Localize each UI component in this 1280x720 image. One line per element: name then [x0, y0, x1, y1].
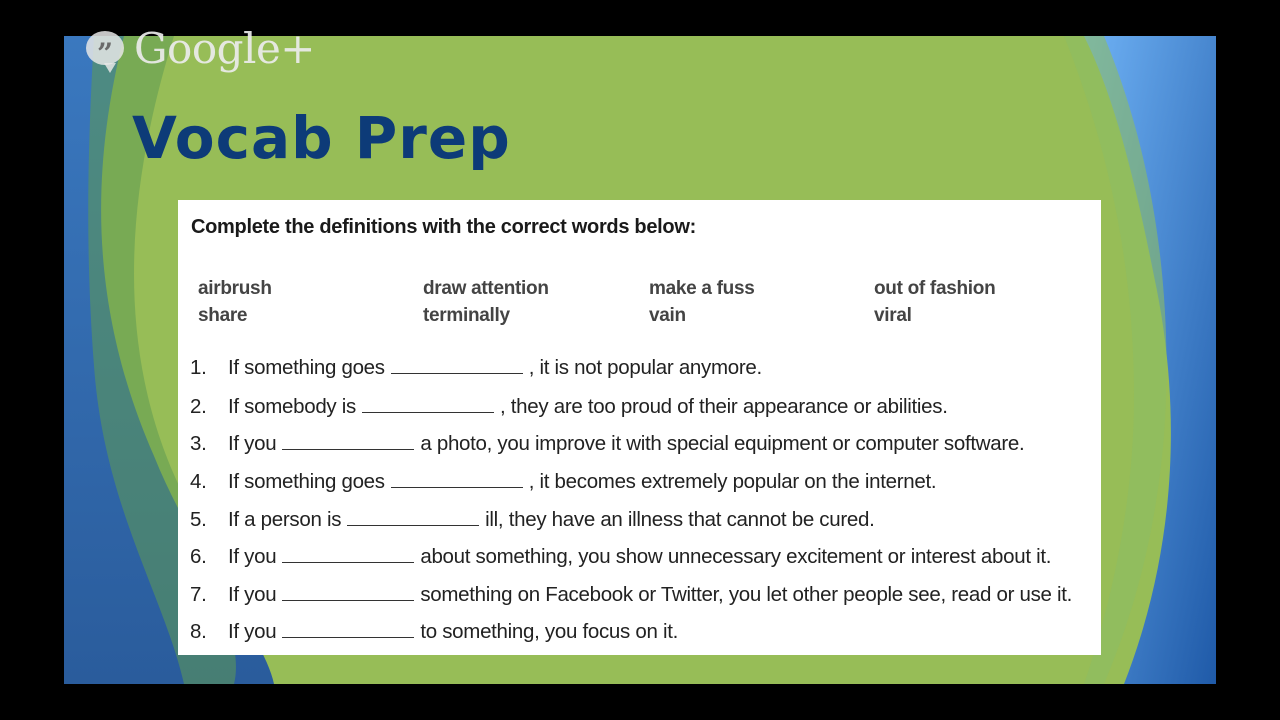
- exercise-instruction: Complete the definitions with the correct words below:: [191, 216, 696, 238]
- question-text-before: If you: [228, 432, 277, 455]
- question-text-before: If somebody is: [228, 395, 356, 418]
- question-row: [190, 583, 1072, 607]
- word-bank-item: viral: [874, 305, 912, 326]
- word-bank-item: make a fuss: [649, 278, 755, 299]
- hangouts-bubble-icon: ”: [86, 31, 124, 65]
- word-bank-item: draw attention: [423, 278, 549, 299]
- question-text-before: If something goes: [228, 470, 385, 493]
- word-bank-item: terminally: [423, 305, 510, 326]
- question-number: 2.: [190, 395, 207, 418]
- question-row: [190, 432, 1024, 456]
- answer-blank: [282, 435, 414, 450]
- question-number: 7.: [190, 583, 207, 606]
- question-text-before: If something goes: [228, 356, 385, 379]
- question-number: 5.: [190, 508, 207, 531]
- word-bank-item: vain: [649, 305, 686, 326]
- question-text-before: If you: [228, 545, 277, 568]
- answer-blank: [391, 473, 523, 488]
- answer-blank: [282, 586, 414, 601]
- word-bank-item: out of fashion: [874, 278, 996, 299]
- google-plus-logo: [86, 22, 315, 74]
- question-text-after: something on Facebook or Twitter, you let other people see, read or use it.: [420, 583, 1073, 606]
- question-text-before: If a person is: [228, 508, 342, 531]
- question-text-before: If you: [228, 620, 277, 643]
- question-number: 8.: [190, 620, 207, 643]
- question-text-after: , it becomes extremely popular on the internet.: [528, 470, 937, 493]
- word-bank-item: airbrush: [198, 278, 272, 299]
- question-row: [190, 356, 762, 380]
- answer-blank: [282, 623, 414, 638]
- answer-blank: [347, 511, 479, 526]
- question-row: [190, 545, 1051, 569]
- google-plus-wordmark: Google+: [134, 23, 315, 73]
- answer-blank: [282, 548, 414, 563]
- question-number: 1.: [190, 356, 207, 379]
- question-number: 4.: [190, 470, 207, 493]
- question-text-after: to something, you focus on it.: [420, 620, 678, 643]
- slide-title: Vocab Prep: [132, 104, 511, 172]
- question-row: [190, 395, 948, 419]
- question-row: [190, 470, 936, 494]
- answer-blank: [391, 359, 523, 374]
- question-text-after: , they are too proud of their appearance or abilities.: [499, 395, 948, 418]
- question-text-before: If you: [228, 583, 277, 606]
- question-text-after: about something, you show unnecessary excitement or interest about it.: [420, 545, 1052, 568]
- question-row: [190, 508, 875, 532]
- question-number: 3.: [190, 432, 207, 455]
- question-text-after: ill, they have an illness that cannot be cured.: [485, 508, 875, 531]
- question-text-after: a photo, you improve it with special equipment or computer software.: [420, 432, 1025, 455]
- answer-blank: [362, 398, 494, 413]
- question-text-after: , it is not popular anymore.: [528, 356, 762, 379]
- exercise-card: [178, 200, 1101, 655]
- question-number: 6.: [190, 545, 207, 568]
- word-bank-item: share: [198, 305, 248, 326]
- question-row: [190, 620, 678, 644]
